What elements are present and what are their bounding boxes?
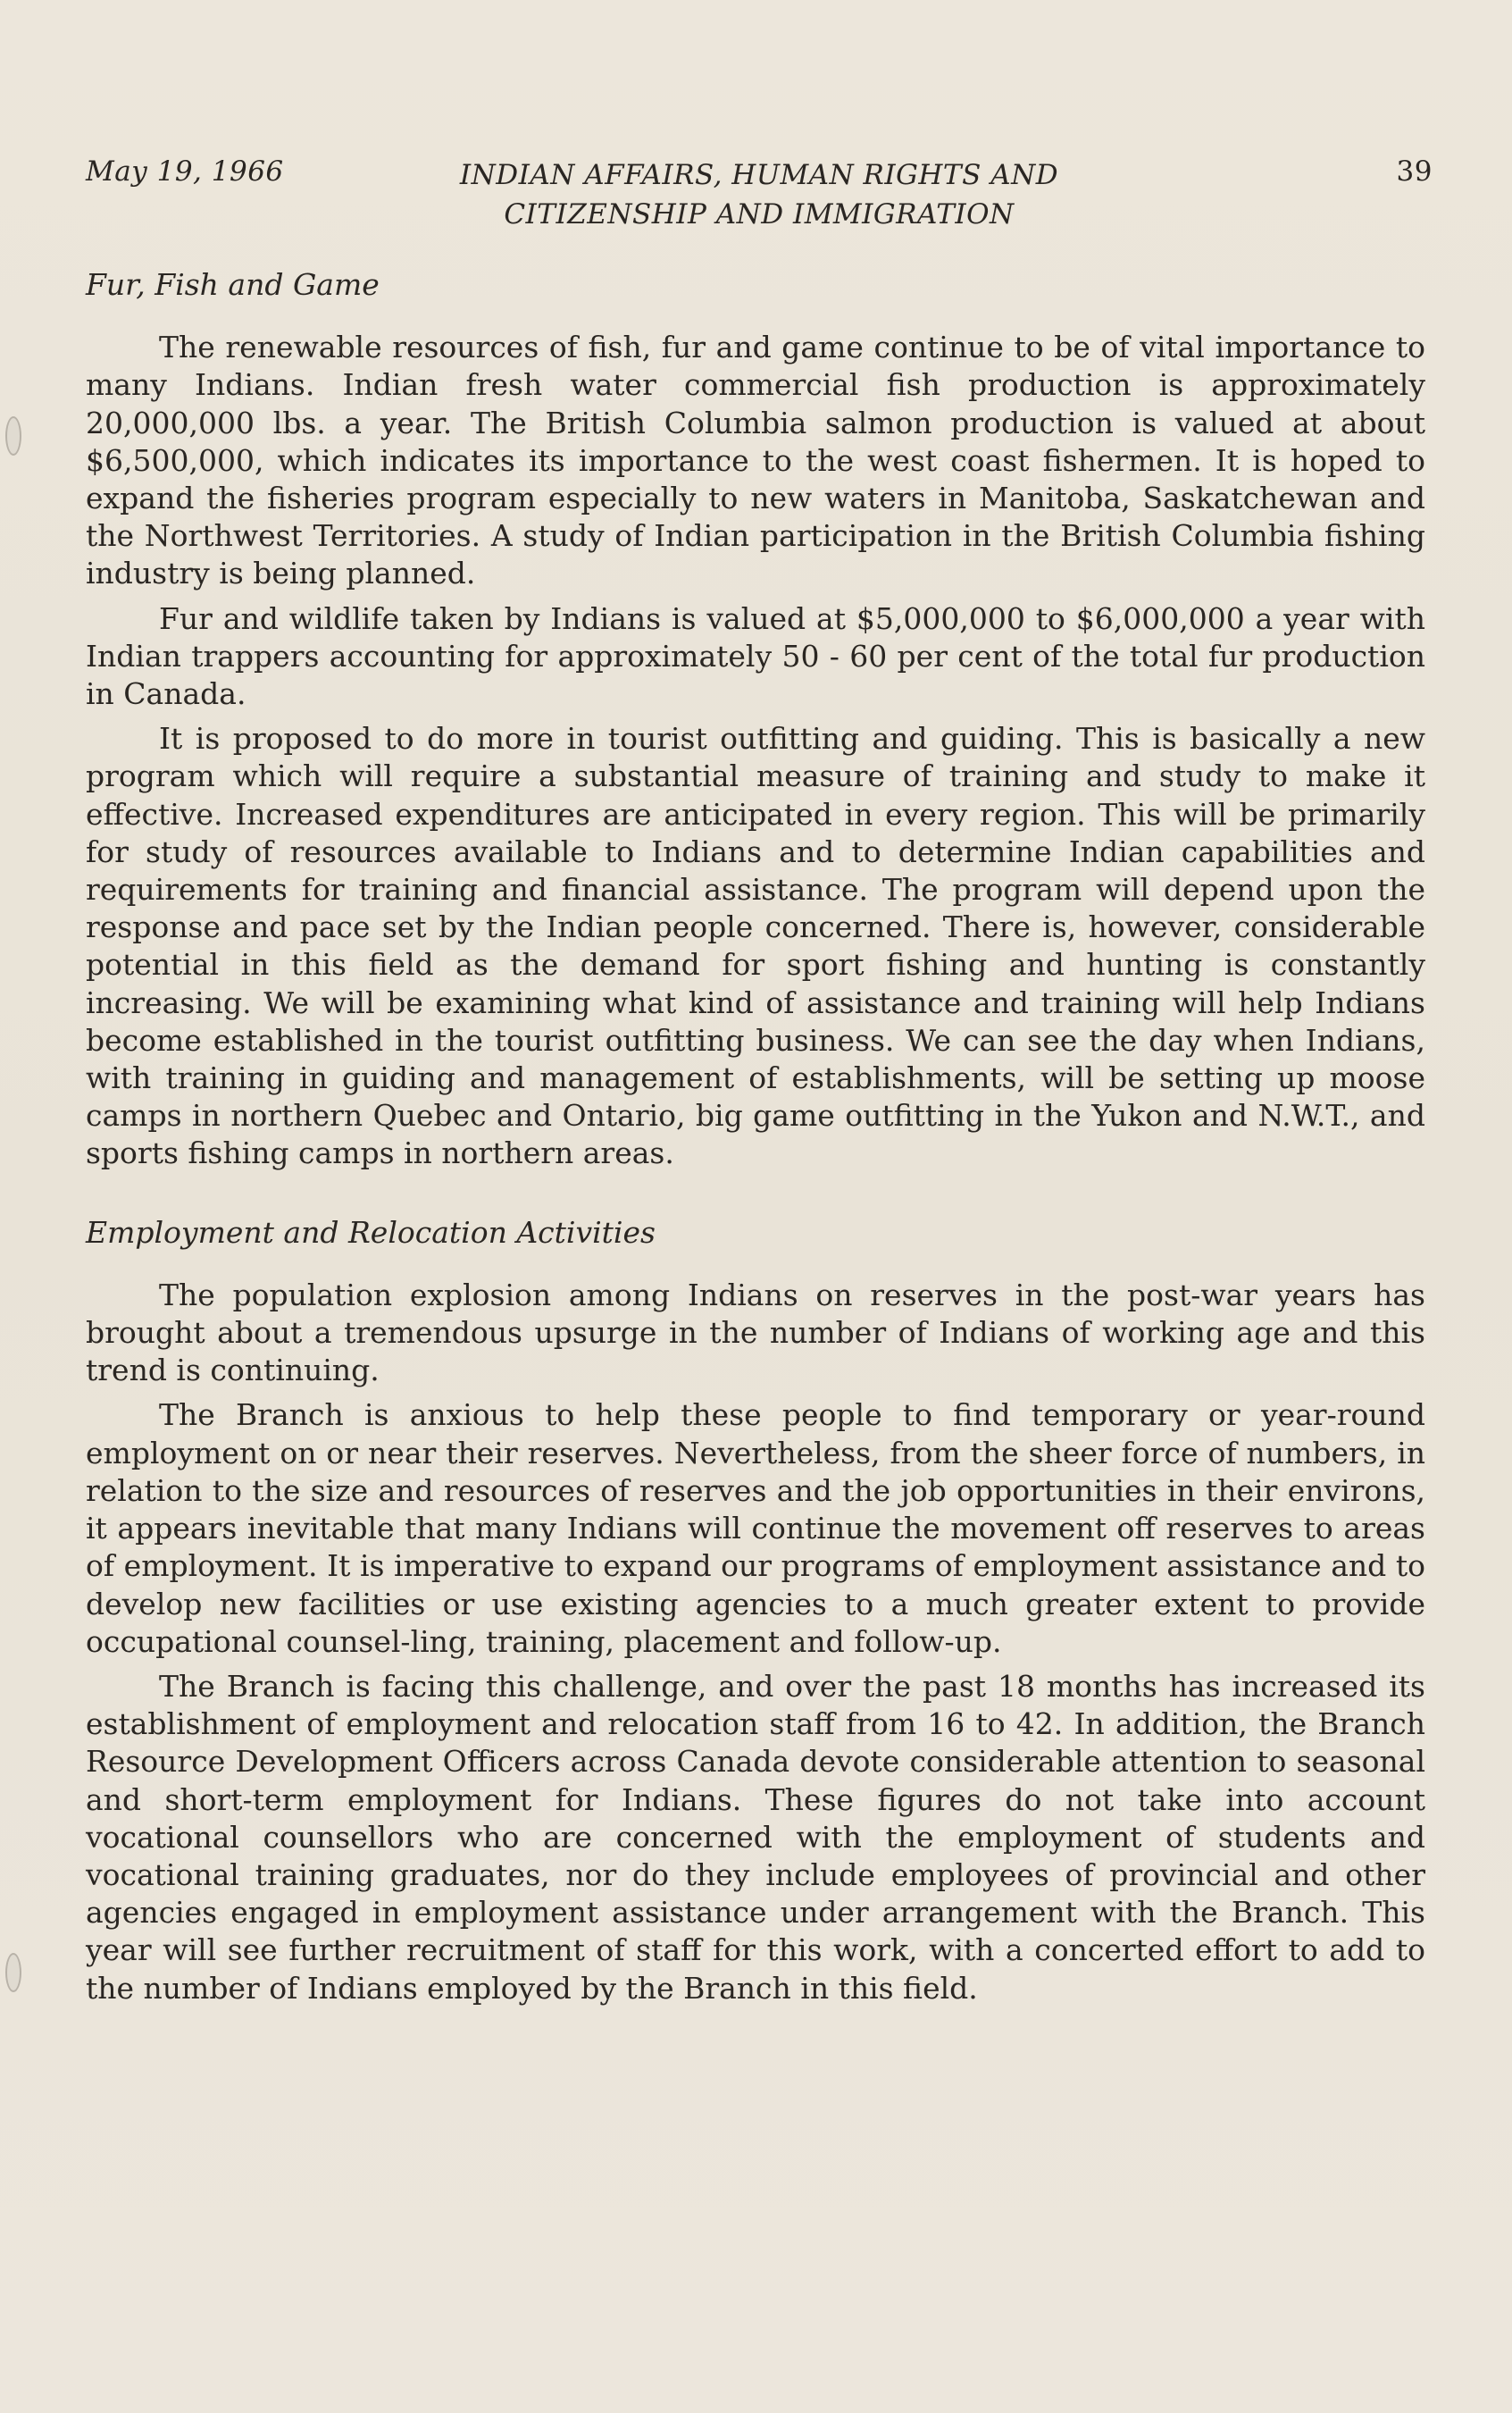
binding-hole-mark <box>5 1953 21 1992</box>
section-heading: Employment and Relocation Activities <box>86 1214 656 1250</box>
page-number: 39 <box>1396 155 1433 188</box>
section-spacer <box>86 1180 1425 1214</box>
paragraph: The Branch is anxious to help these people to find temporary or year-round employment on or near their reserves. Nevertheless, from the sheer force of numbers, in relation to the size and resources of reserves and the job opportunities in their environs, it appears inevitable that many Indians will continue the movement off reserves to areas of employment. It is imperative to expand our programs of employment assistance and to develop new facilities or use existing agencies to a much greater extent to provide occupational counsel-ling, training, placement and follow-up. <box>86 1397 1425 1659</box>
paragraph: Fur and wildlife taken by Indians is valued at $5,000,000 to $6,000,000 a year with Indian trappers accounting for approximately 50 - 60 per cent of the total fur production in Canada. <box>86 600 1425 712</box>
header-title-line-2: CITIZENSHIP AND IMMIGRATION <box>504 198 1015 230</box>
header-date: May 19, 1966 <box>86 155 284 188</box>
binding-hole-mark <box>5 416 21 456</box>
header-title <box>86 155 1433 234</box>
section-employment-relocation <box>86 1214 1425 2007</box>
section-fur-fish-game <box>86 266 1425 1173</box>
header-title-line-1: INDIAN AFFAIRS, HUMAN RIGHTS AND <box>459 159 1059 191</box>
document-body <box>86 266 1425 2015</box>
section-heading: Fur, Fish and Game <box>86 267 380 302</box>
paragraph: It is proposed to do more in tourist outfitting and guiding. This is basically a new program which will require a substantial measure of training and study to make it effective. Increased expenditures are anticipated in every region. This will be primarily for study of resources available to Indians and to determine Indian capabilities and requirements for training and financial assistance. The program will depend upon the response and pace set by the Indian people concerned. There is, however, considerable potential in this field as the demand for sport fishing and hunting is constantly increasing. We will be examining what kind of assistance and training will help Indians become established in the tourist outfitting business. We can see the day when Indians, with training in guiding and management of establishments, will be setting up moose camps in northern Quebec and Ontario, big game outfitting in the Yukon and N.W.T., and sports fishing camps in northern areas. <box>86 721 1425 1171</box>
paragraph: The renewable resources of fish, fur and game continue to be of vital importance to many Indians. Indian fresh water commercial fish production is approximately 20,000,000 lbs. a year. The British Columbia salmon production is valued at about $6,500,000, which indicates its importance to the west coast fishermen. It is hoped to expand the fisheries program especially to new waters in Manitoba, Saskatchewan and the Northwest Territories. A study of Indian participation in the British Columbia fishing industry is being planned. <box>86 330 1425 591</box>
paragraph: The population explosion among Indians on reserves in the post-war years has brought about a tremendous upsurge in the number of Indians of working age and this trend is continuing. <box>86 1277 1425 1388</box>
paragraph: The Branch is facing this challenge, and over the past 18 months has increased its establishment of employment and relocation staff from 16 to 42. In addition, the Branch Resource Development Officers across Canada devote considerable attention to seasonal and short-term employment for Indians. These figures do not take into account vocational counsellors who are concerned with the employment of students and vocational training graduates, nor do they include employees of provincial and other agencies engaged in employment assistance under arrangement with the Branch. This year will see further recruitment of staff for this work, with a concerted effort to add to the number of Indians employed by the Branch in this field. <box>86 1668 1425 2006</box>
running-header <box>86 150 1433 239</box>
